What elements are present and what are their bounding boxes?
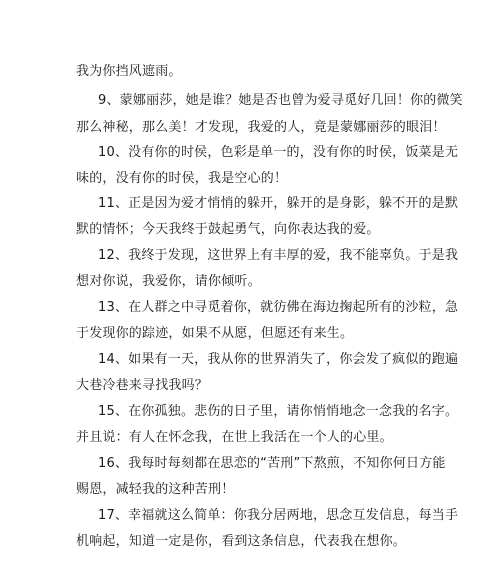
paragraph-line: 机响起，知道一定是你，看到这条信息，代表我在想你。 xyxy=(76,534,407,549)
paragraph-line: 12、我终于发现，这世界上有丰厚的爱，我不能辜负。于是我 xyxy=(98,248,459,263)
paragraph-line: 15、在你孤独。悲伤的日子里，请你悄悄地念一念我的名字。 xyxy=(98,404,459,419)
paragraph-line: 默的情怀；今天我终于鼓起勇气，向你表达我的爱。 xyxy=(76,222,380,237)
paragraph-line: 想对你说，我爱你，请你倾听。 xyxy=(76,274,261,289)
paragraph-line: 16、我每时每刻都在思恋的“苦刑”下熬煎，不知你何日方能 xyxy=(98,456,446,471)
paragraph-line: 赐恩，减轻我的这种苦刑！ xyxy=(76,482,235,497)
paragraph-line: 9、蒙娜丽莎，她是谁？她是否也曾为爱寻觅好几回！你的微笑 xyxy=(98,93,463,108)
paragraph-line: 于发现你的踪迹，如果不从愿，但愿还有来生。 xyxy=(76,326,354,341)
paragraph-line: 味的，没有你的时侯，我是空心的！ xyxy=(76,171,288,186)
paragraph-line: 那么神秘，那么美！才发现，我爱的人，竟是蒙娜丽莎的眼泪！ xyxy=(76,120,446,135)
paragraph-line: 13、在人群之中寻觅着你，就彷佛在海边掬起所有的沙粒，急 xyxy=(98,300,459,315)
paragraph-line: 大巷冷巷来寻找我吗？ xyxy=(76,378,209,393)
paragraph-line: 11、正是因为爱才悄悄的躲开，躲开的是身影，躲不开的是默 xyxy=(98,196,459,211)
paragraph-line: 17、幸福就这么简单：你我分居两地，思念互发信息，每当手 xyxy=(98,508,459,523)
paragraph-line: 10、没有你的时侯，色彩是单一的，没有你的时侯，饭菜是无 xyxy=(98,145,459,160)
paragraph-line: 14、如果有一天，我从你的世界消失了，你会发了疯似的跑遍 xyxy=(98,352,459,367)
paragraph-line: 并且说：有人在怀念我，在世上我活在一个人的心里。 xyxy=(76,430,393,445)
intro-line: 我为你挡风遮雨。 xyxy=(76,64,182,79)
